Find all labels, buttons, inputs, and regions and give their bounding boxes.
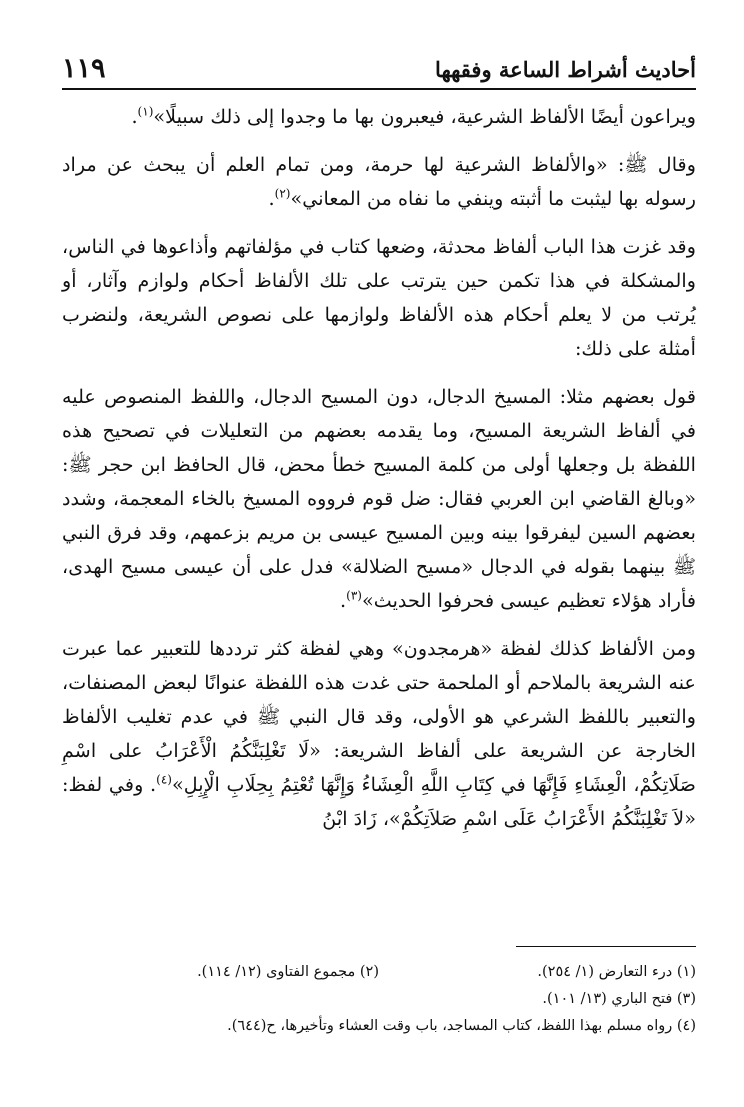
footnote-ref: (٢) — [274, 186, 291, 201]
footnote-ref: (٣) — [346, 588, 362, 603]
paragraph: ويراعون أيضًا الألفاظ الشرعية، فيعبرون بها ما وجدوا إلى ذلك سبيلًا»$^{(١)}$. — [131, 104, 696, 128]
footnote-ref: (١) — [137, 104, 154, 119]
footnotes — [62, 946, 696, 1040]
page-number: ١١٩ — [62, 53, 106, 84]
paragraph: قول بعضهم مثلا: المسيخ الدجال، دون المسيح الدجال، واللفظ المنصوص عليه في ألفاظ الشريعة المسيح، وما يقدمه بعضهم من التعليلات في تصحيح هذه اللفظة بل وجعلها أولى من كلمة المسيح خطأ محض، قال الحافظ ابن حجر ﷺ: «وبالغ القاضي ابن العربي فقال: ضل قوم فرووه المسيخ بالخاء المعجمة، وشدد بعضهم السين ليفرقوا بينه وبين المسيح عيسى بن مريم بزعمهم، وقد فرق النبي ﷺ بينهما بقوله في الدجال «مسيح الضلالة» فدل على أن عيسى مسيح الهدى، فأراد هؤلاء تعظيم عيسى فحرفوا الحديث»$^{(٣)}$. — [62, 385, 696, 612]
running-title: أحاديث أشراط الساعة وفقهها — [435, 57, 696, 82]
footnote-ref: (٤) — [156, 772, 172, 787]
paragraph: وقال ﷺ: «والألفاظ الشرعية لها حرمة، ومن تمام العلم أن يبحث عن مراد رسوله بها ليثبت ما أثبته وينفي ما نفاه من المعاني»$^{(٢)}$. — [62, 153, 696, 210]
footnote-1: (١) درء التعارض (١/ ٢٥٤). — [537, 964, 696, 980]
footnote-2: (٢) مجموع الفتاوى (١٢/ ١١٤). — [197, 964, 379, 980]
footnote-divider — [516, 946, 696, 947]
footnote-3: (٣) فتح الباري (١٣/ ١٠١). — [542, 991, 696, 1007]
page-header — [62, 46, 696, 90]
paragraph: وقد غزت هذا الباب ألفاظ محدثة، وضعها كتاب في مؤلفاتهم وأذاعوها في الناس، والمشكلة في هذا تكمن حين يترتب على تلك الألفاظ أحكام ولوازم وآثار، أو يُرتب من لا يعلم أحكام هذه الألفاظ ولوازمها على نصوص الشريعة، ولنضرب أمثلة على ذلك: — [62, 235, 696, 360]
body-text — [62, 100, 696, 850]
footnote-4: (٤) رواه مسلم بهذا اللفظ، كتاب المساجد، باب وقت العشاء وتأخيرها، ح(٦٤٤). — [227, 1018, 696, 1034]
paragraph: ومن الألفاظ كذلك لفظة «هرمجدون» وهي لفظة كثر ترددها للتعبير عما عبرت عنه الشريعة بالملاحم أو الملحمة حتى غدت هذه اللفظة عنوانًا لبعض المصنفات، والتعبير باللفظ الشرعي هو الأولى، وقد قال النبي ﷺ في عدم تغليب الألفاظ الخارجة عن الشريعة على ألفاظ الشريعة: «لَا تَغْلِبَنَّكُمُ الْأَعْرَابُ على اسْمِ صَلَاتِكُمْ، الْعِشَاءِ فَإِنَّهَا في كِتَابِ اللَّهِ الْعِشَاءُ وَإِنَّهَا تُعْتِمُ بِحِلَابِ الْإِبِلِ»$^{(٤)}$. وفي لفظ: «لاَ تَغْلِبَنَّكُمُ الأَعْرَابُ عَلَى اسْمِ صَلاَتِكُمْ»، زَادَ ابْنُ — [62, 637, 696, 830]
